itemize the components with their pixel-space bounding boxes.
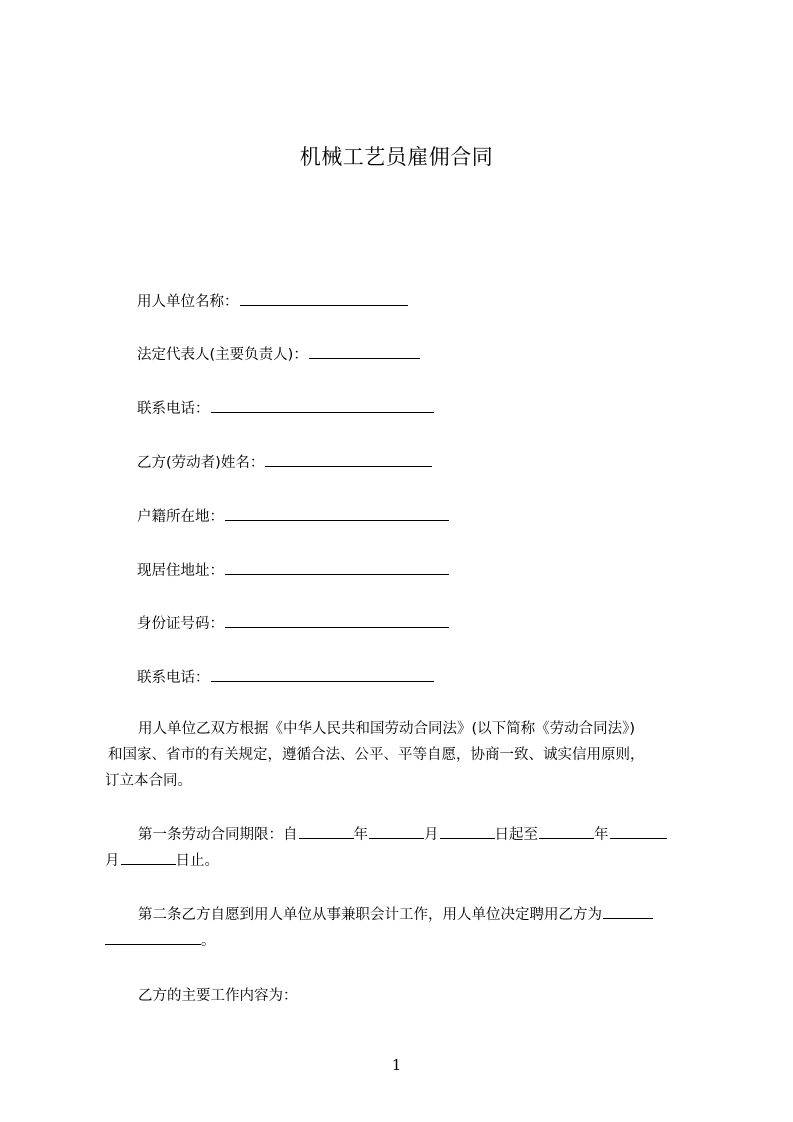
employee-name-field: [137, 451, 432, 474]
legal-representative-label: 法定代表人(主要负责人)：: [137, 347, 308, 363]
legal-representative-blank[interactable]: [309, 343, 420, 359]
end-month-blank-part1[interactable]: [610, 823, 667, 839]
current-address-label: 现居住地址：: [137, 563, 224, 579]
end-day-blank[interactable]: [121, 849, 176, 865]
document-title: 机械工艺员雇佣合同: [299, 145, 494, 169]
id-number-field: [137, 612, 449, 635]
current-address-field: [137, 559, 449, 582]
work-content-label: 乙方的主要工作内容为：: [138, 988, 298, 1004]
article-1-text: 日起至: [494, 827, 538, 843]
start-day-blank[interactable]: [440, 823, 495, 839]
legal-representative-field: [137, 343, 420, 366]
article-2-paragraph: [105, 902, 703, 954]
preamble-line: 用人单位乙双方根据《中华人民共和国劳动合同法》(以下简称《劳动合同法》): [138, 721, 636, 737]
article-1-paragraph: [105, 822, 703, 874]
household-registration-field: [137, 505, 449, 528]
employer-name-label: 用人单位名称：: [137, 294, 239, 310]
article-1-line: [105, 822, 703, 848]
start-year-blank[interactable]: [299, 823, 354, 839]
employee-name-blank[interactable]: [265, 451, 432, 467]
employee-phone-field: [137, 666, 434, 689]
id-number-blank[interactable]: [225, 612, 449, 628]
preamble-line: 订立本合同。: [105, 773, 192, 789]
article-1-text: 年: [594, 827, 609, 843]
employer-name-field: [137, 290, 408, 313]
article-1-line: [105, 848, 703, 874]
page-number: 1: [391, 1056, 402, 1074]
article-1-text: 月: [424, 827, 439, 843]
article-2-text: 。: [201, 933, 216, 949]
article-1-text: 年: [353, 827, 368, 843]
preamble-paragraph: [105, 716, 703, 794]
employer-phone-label: 联系电话：: [137, 401, 210, 417]
current-address-blank[interactable]: [225, 559, 449, 575]
employer-name-blank[interactable]: [240, 290, 408, 306]
employer-phone-field: [137, 397, 434, 420]
end-year-blank[interactable]: [539, 823, 594, 839]
position-blank-part1[interactable]: [603, 903, 653, 919]
employee-phone-label: 联系电话：: [137, 670, 210, 686]
employee-phone-blank[interactable]: [211, 666, 434, 682]
work-content-paragraph: [105, 983, 703, 1009]
position-blank-part2[interactable]: [105, 929, 201, 945]
start-month-blank[interactable]: [369, 823, 424, 839]
article-1-text: 月: [105, 853, 120, 869]
household-registration-label: 户籍所在地：: [137, 509, 224, 525]
household-registration-blank[interactable]: [225, 505, 449, 521]
article-2-line: [105, 928, 703, 954]
preamble-line: 和国家、省市的有关规定，遵循合法、公平、平等自愿，协商一致、诚实信用原则，: [108, 747, 645, 763]
article-2-line: [105, 902, 703, 928]
article-1-text: 日止。: [175, 853, 219, 869]
article-2-text: 第二条乙方自愿到用人单位从事兼职会计工作，用人单位决定聘用乙方为: [138, 907, 602, 923]
employee-name-label: 乙方(劳动者)姓名：: [137, 455, 265, 471]
article-1-text: 第一条劳动合同期限：自: [138, 827, 298, 843]
employer-phone-blank[interactable]: [211, 397, 434, 413]
id-number-label: 身份证号码：: [137, 616, 224, 632]
